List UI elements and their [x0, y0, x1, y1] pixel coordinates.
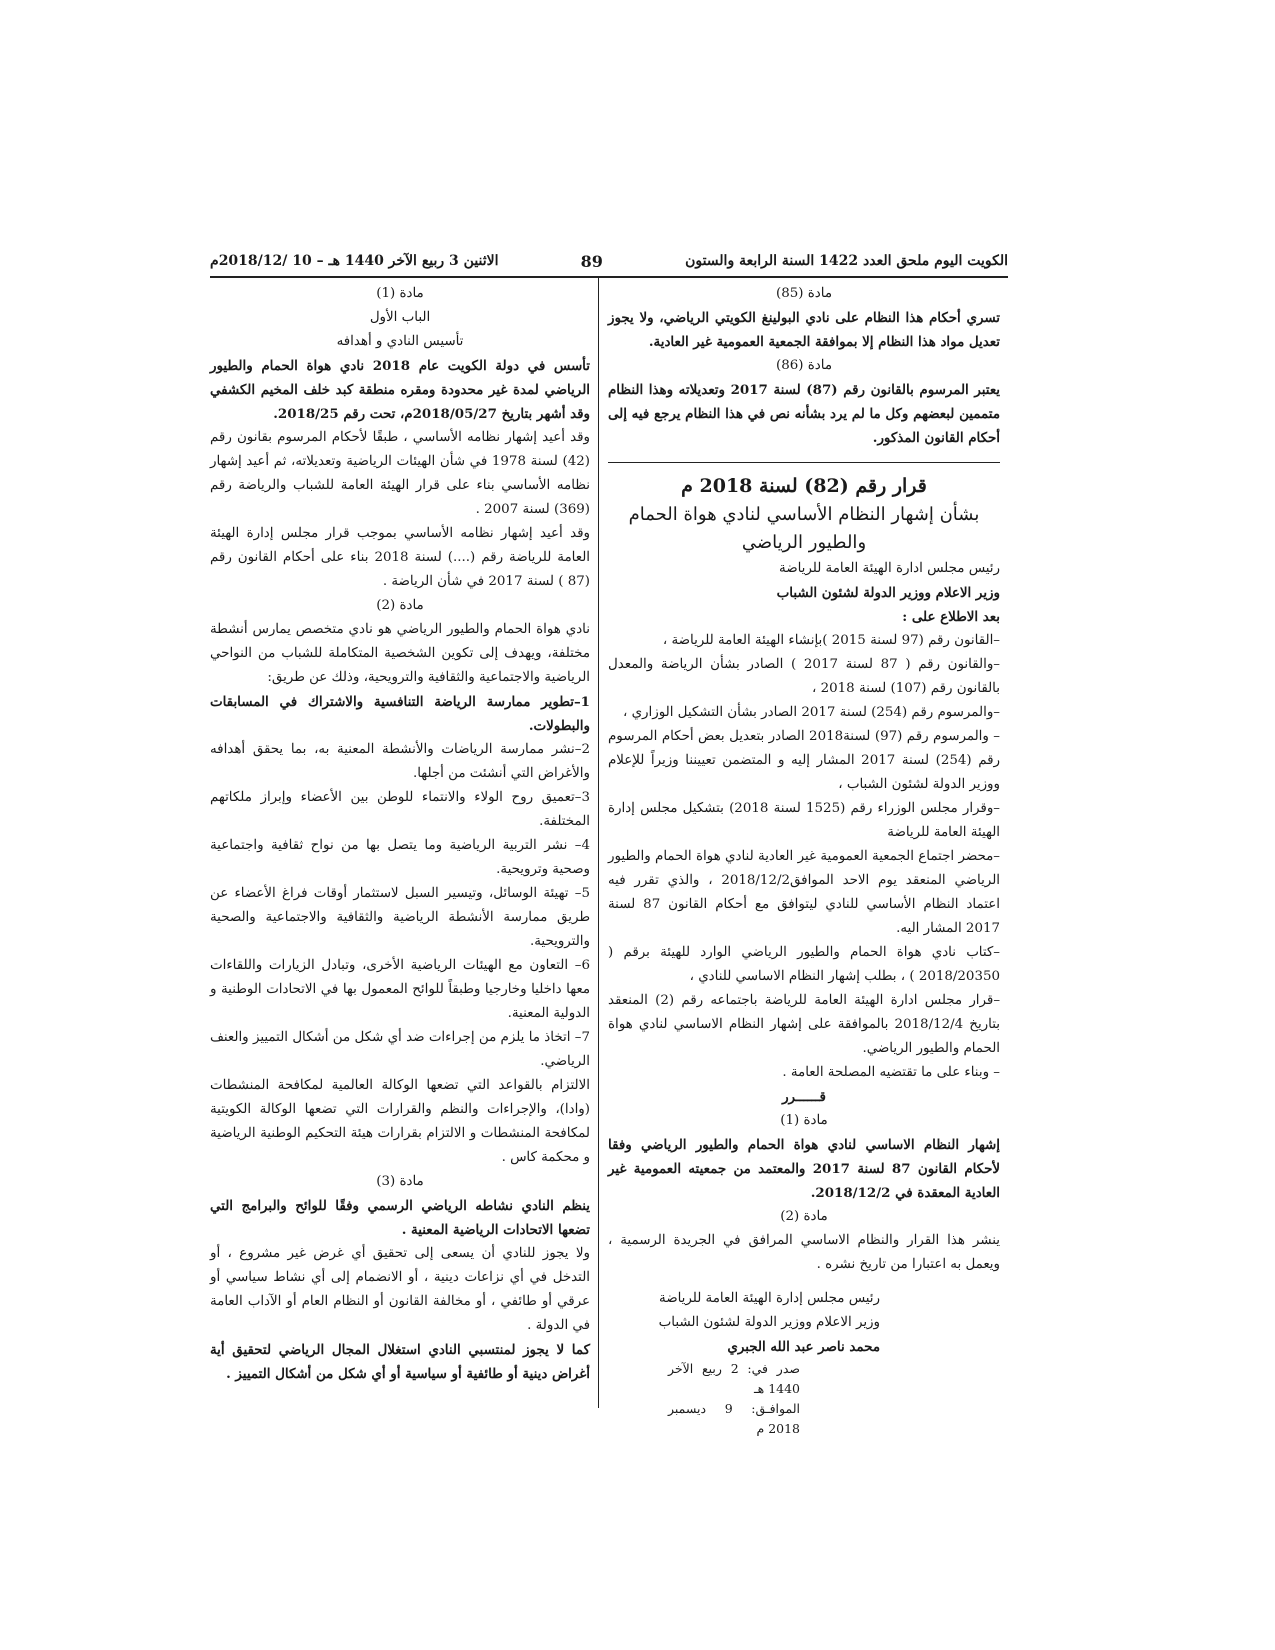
reference-item: – والمرسوم رقم (97) لسنة2018 الصادر بتعديل بعض أحكام المرسوم رقم (254) لسنة 2017 المشار إليه و المتضمن تعييننا وزيراً للإعلام ووزير الدولة لشئون الشباب ، — [608, 729, 1001, 792]
decision-article-1-title: مادة (1) — [780, 1113, 828, 1128]
page-header — [210, 248, 1008, 274]
header-date: الاثنين 3 ربيع الآخر 1440 هـ – 10 /2018/12م — [210, 253, 499, 269]
column-divider — [598, 278, 599, 1408]
left-column — [210, 282, 590, 1386]
reference-item: –محضر اجتماع الجمعية العمومية غير العادية لنادي هواة الحمام والطيور الرياضي المنعقد يوم الاحد الموافق2018/12/2 ، والذي تقرر فيه اعتماد النظام الأساسي للنادي ليتوافق مع أحكام القانون 87 لسنة 2017 المشار اليه. — [608, 849, 1000, 936]
reference-item: –وقرار مجلس الوزراء رقم (1525 لسنة 2018) بتشكيل مجلس إدارة الهيئة العامة للرياضة — [608, 801, 1000, 840]
decision-article-1-text: إشهار النظام الاساسي لنادي هواة الحمام والطيور الرياضي وفقا لأحكام القانون 87 لسنة 2017 والمعتمد من جمعيته العمومية غير العادية المعقدة في 2018/12/2. — [608, 1137, 1000, 1201]
article-3-paragraph: ولا يجوز للنادي أن يسعى إلى تحقيق أي غرض غير مشروع ، أو التدخل في أي نزاعات دينية ، أو الانضمام إلى أي نشاط سياسي أو عرقي أو طائفي ، أو مخالفة القانون أو النظام العام أو الآداب العامة في الدولة . — [210, 1246, 590, 1333]
decision-subtitle-line1: بشأن إشهار النظام الأساسي لنادي هواة الحمام — [628, 504, 980, 525]
goal-item: 5– تهيئة الوسائل، وتيسير السبل لاستثمار أوقات فراغ الأعضاء عن طريق ممارسة الأنشطة الرياضية والثقافية والاجتماعية والصحية والترويحية. — [210, 886, 590, 949]
reference-item: –والمرسوم رقم (254) لسنة 2017 الصادر بشأن التشكيل الوزاري ، — [622, 705, 1000, 720]
decision-article-2-title: مادة (2) — [780, 1209, 828, 1224]
article-85-title: مادة (85) — [776, 286, 832, 301]
goal-item: 1–تطوير ممارسة الرياضة التنافسية والاشتراك في المسابقات والبطولات. — [210, 694, 590, 734]
chapter-title: الباب الأول — [369, 310, 431, 325]
right-column — [608, 282, 1000, 1439]
goal-item: 4– نشر التربية الرياضية وما يتصل بها من نواح ثقافية واجتماعية وصحية وترويحية. — [210, 838, 590, 877]
article-85-text: تسري أحكام هذا النظام على نادي البولينغ الكويتي الرياضي، ولا يجوز تعديل مواد هذا النظام إلا بموافقة الجمعية العمومية غير العادية. — [608, 310, 1000, 350]
article-86-text: يعتبر المرسوم بالقانون رقم (87) لسنة 2017 وتعديلاته وهذا النظام متممين لبعضهم وكل ما لم يرد بشأنه نص في هذا النظام يرجع فيه إلى أحكام القانون المذكور. — [608, 382, 1001, 446]
section-rule — [608, 462, 1000, 463]
article-3-title: مادة (3) — [376, 1174, 424, 1189]
issuer-line1: رئيس مجلس ادارة الهيئة العامة للرياضة — [779, 561, 1000, 576]
decision-title: قرار رقم (82) لسنة 2018 م — [681, 475, 927, 497]
chapter-subtitle: تأسيس النادي و أهدافه — [336, 334, 464, 349]
header-rule — [210, 276, 1008, 278]
issued-gregorian-date: الموافـق: 9 ديسمبر 2018 م — [668, 1401, 800, 1436]
article-1-paragraph: وقد أعيد إشهار نظامه الأساسي بموجب قرار مجلس إدارة الهيئة العامة للرياضة رقم (....) لسنة 2018 بناء على أحكام القانون رقم (87 ) لسنة 2017 في شأن الرياضة . — [210, 526, 590, 589]
page-number: 89 — [580, 251, 603, 271]
reference-item: – وبناء على ما تقتضيه المصلحة العامة . — [782, 1065, 1000, 1080]
article-1-paragraph: تأسس في دولة الكويت عام 2018 نادي هواة الحمام والطيور الرياضي لمدة غير محدودة ومقره منطقة كبد خلف المخيم الكشفي وقد أشهر بتاريخ 2018/05/27م، تحت رقم 2018/25. — [210, 358, 590, 422]
article-3-paragraph: ينظم النادي نشاطه الرياضي الرسمي وفقًا للوائح والبرامج التي تضعها الاتحادات الرياضية المعنية . — [210, 1198, 590, 1238]
reference-item: –كتاب نادي هواة الحمام والطيور الرياضي الوارد للهيئة برقم ( 2018/20350 ) ، بطلب إشهار النظام الاساسي للنادي ، — [608, 945, 1000, 984]
goal-item: 3–تعميق روح الولاء والانتماء للوطن بين الأعضاء وإبراز ملكاتهم المختلفة. — [210, 790, 590, 829]
header-publication: الكويت اليوم ملحق العدد 1422 السنة الرابعة والستون — [685, 253, 1008, 269]
decides-heading: قــــــرر — [782, 1089, 826, 1105]
article-1-title: مادة (1) — [376, 286, 424, 301]
issuer-line2: وزير الاعلام ووزير الدولة لشئون الشباب — [776, 585, 1000, 601]
issued-hijri-date: صدر في: 2 ربيع الآخر 1440 هـ — [668, 1361, 800, 1396]
signature-name: محمد ناصر عبد الله الجبري — [727, 1339, 880, 1355]
article-86-title: مادة (86) — [776, 358, 832, 373]
decision-subtitle-line2: والطيور الرياضي — [741, 532, 867, 553]
goal-item: 7– اتخاذ ما يلزم من إجراءات ضد أي شكل من أشكال التمييز والعنف الرياضي. — [210, 1030, 590, 1069]
article-3-paragraph: كما لا يجوز لمنتسبي النادي استغلال المجال الرياضي لتحقيق أية أغراض دينية أو طائفية أو سياسية أو أي شكل من أشكال التمييز . — [210, 1342, 590, 1382]
reference-item: –قرار مجلس ادارة الهيئة العامة للرياضة باجتماعه رقم (2) المنعقد بتاريخ 2018/12/4 بالموافقة على إشهار النظام الاساسي لنادي هواة الحمام والطيور الرياضي. — [608, 993, 1001, 1056]
article-2-intro: نادي هواة الحمام والطيور الرياضي هو نادي متخصص يمارس أنشطة مختلفة، ويهدف إلى تكوين الشخصية المتكاملة للشباب من النواحي الرياضية والاجتماعية والثقافية والترويحية، وذلك عن طريق: — [210, 622, 590, 685]
article-1-paragraph: وقد أعيد إشهار نظامه الأساسي ، طبقًا لأحكام المرسوم بقانون رقم (42) لسنة 1978 في شأن الهيئات الرياضية وتعديلاته، ثم أعيد إشهار نظامه الأساسي بناء على قرار الهيئة العامة للشباب والرياضة رقم (369) لسنة 2007 . — [210, 430, 591, 517]
signature-line1: رئيس مجلس إدارة الهيئة العامة للرياضة — [659, 1291, 880, 1306]
wada-paragraph: الالتزام بالقواعد التي تضعها الوكالة العالمية لمكافحة المنشطات (وادا)، والإجراءات والنظم والقرارات التي تضعها الوكالة الكويتية لمكافحة المنشطات و الالتزام بقرارات هيئة التحكيم الوطنية الرياضية و محكمة كاس . — [210, 1078, 590, 1165]
reference-item: –والقانون رقم ( 87 لسنة 2017 ) الصادر بشأن الرياضة والمعدل بالقانون رقم (107) لسنة 2018 ، — [608, 657, 1000, 696]
article-2-title: مادة (2) — [376, 598, 424, 613]
signature-line2: وزير الاعلام ووزير الدولة لشئون الشباب — [658, 1315, 880, 1330]
decision-article-2-text: ينشر هذا القرار والنظام الاساسي المرافق في الجريدة الرسمية ، ويعمل به اعتبارا من تاريخ نشره . — [608, 1233, 1000, 1272]
goal-item: 2–نشر ممارسة الرياضات والأنشطة المعنية به، بما يحقق أهدافه والأغراض التي أنشئت من أجلها. — [210, 742, 590, 781]
reference-item: –القانون رقم (97 لسنة 2015 )بإنشاء الهيئة العامة للرياضة ، — [662, 633, 1000, 648]
after-review-heading: بعد الاطلاع على : — [902, 609, 1000, 625]
goal-item: 6– التعاون مع الهيئات الرياضية الأخرى، وتبادل الزيارات واللقاءات معها داخليا وخارجيا وطبقاً للوائح المعمول بها في الاتحادات الوطنية و الدولية المعنية. — [210, 958, 590, 1021]
